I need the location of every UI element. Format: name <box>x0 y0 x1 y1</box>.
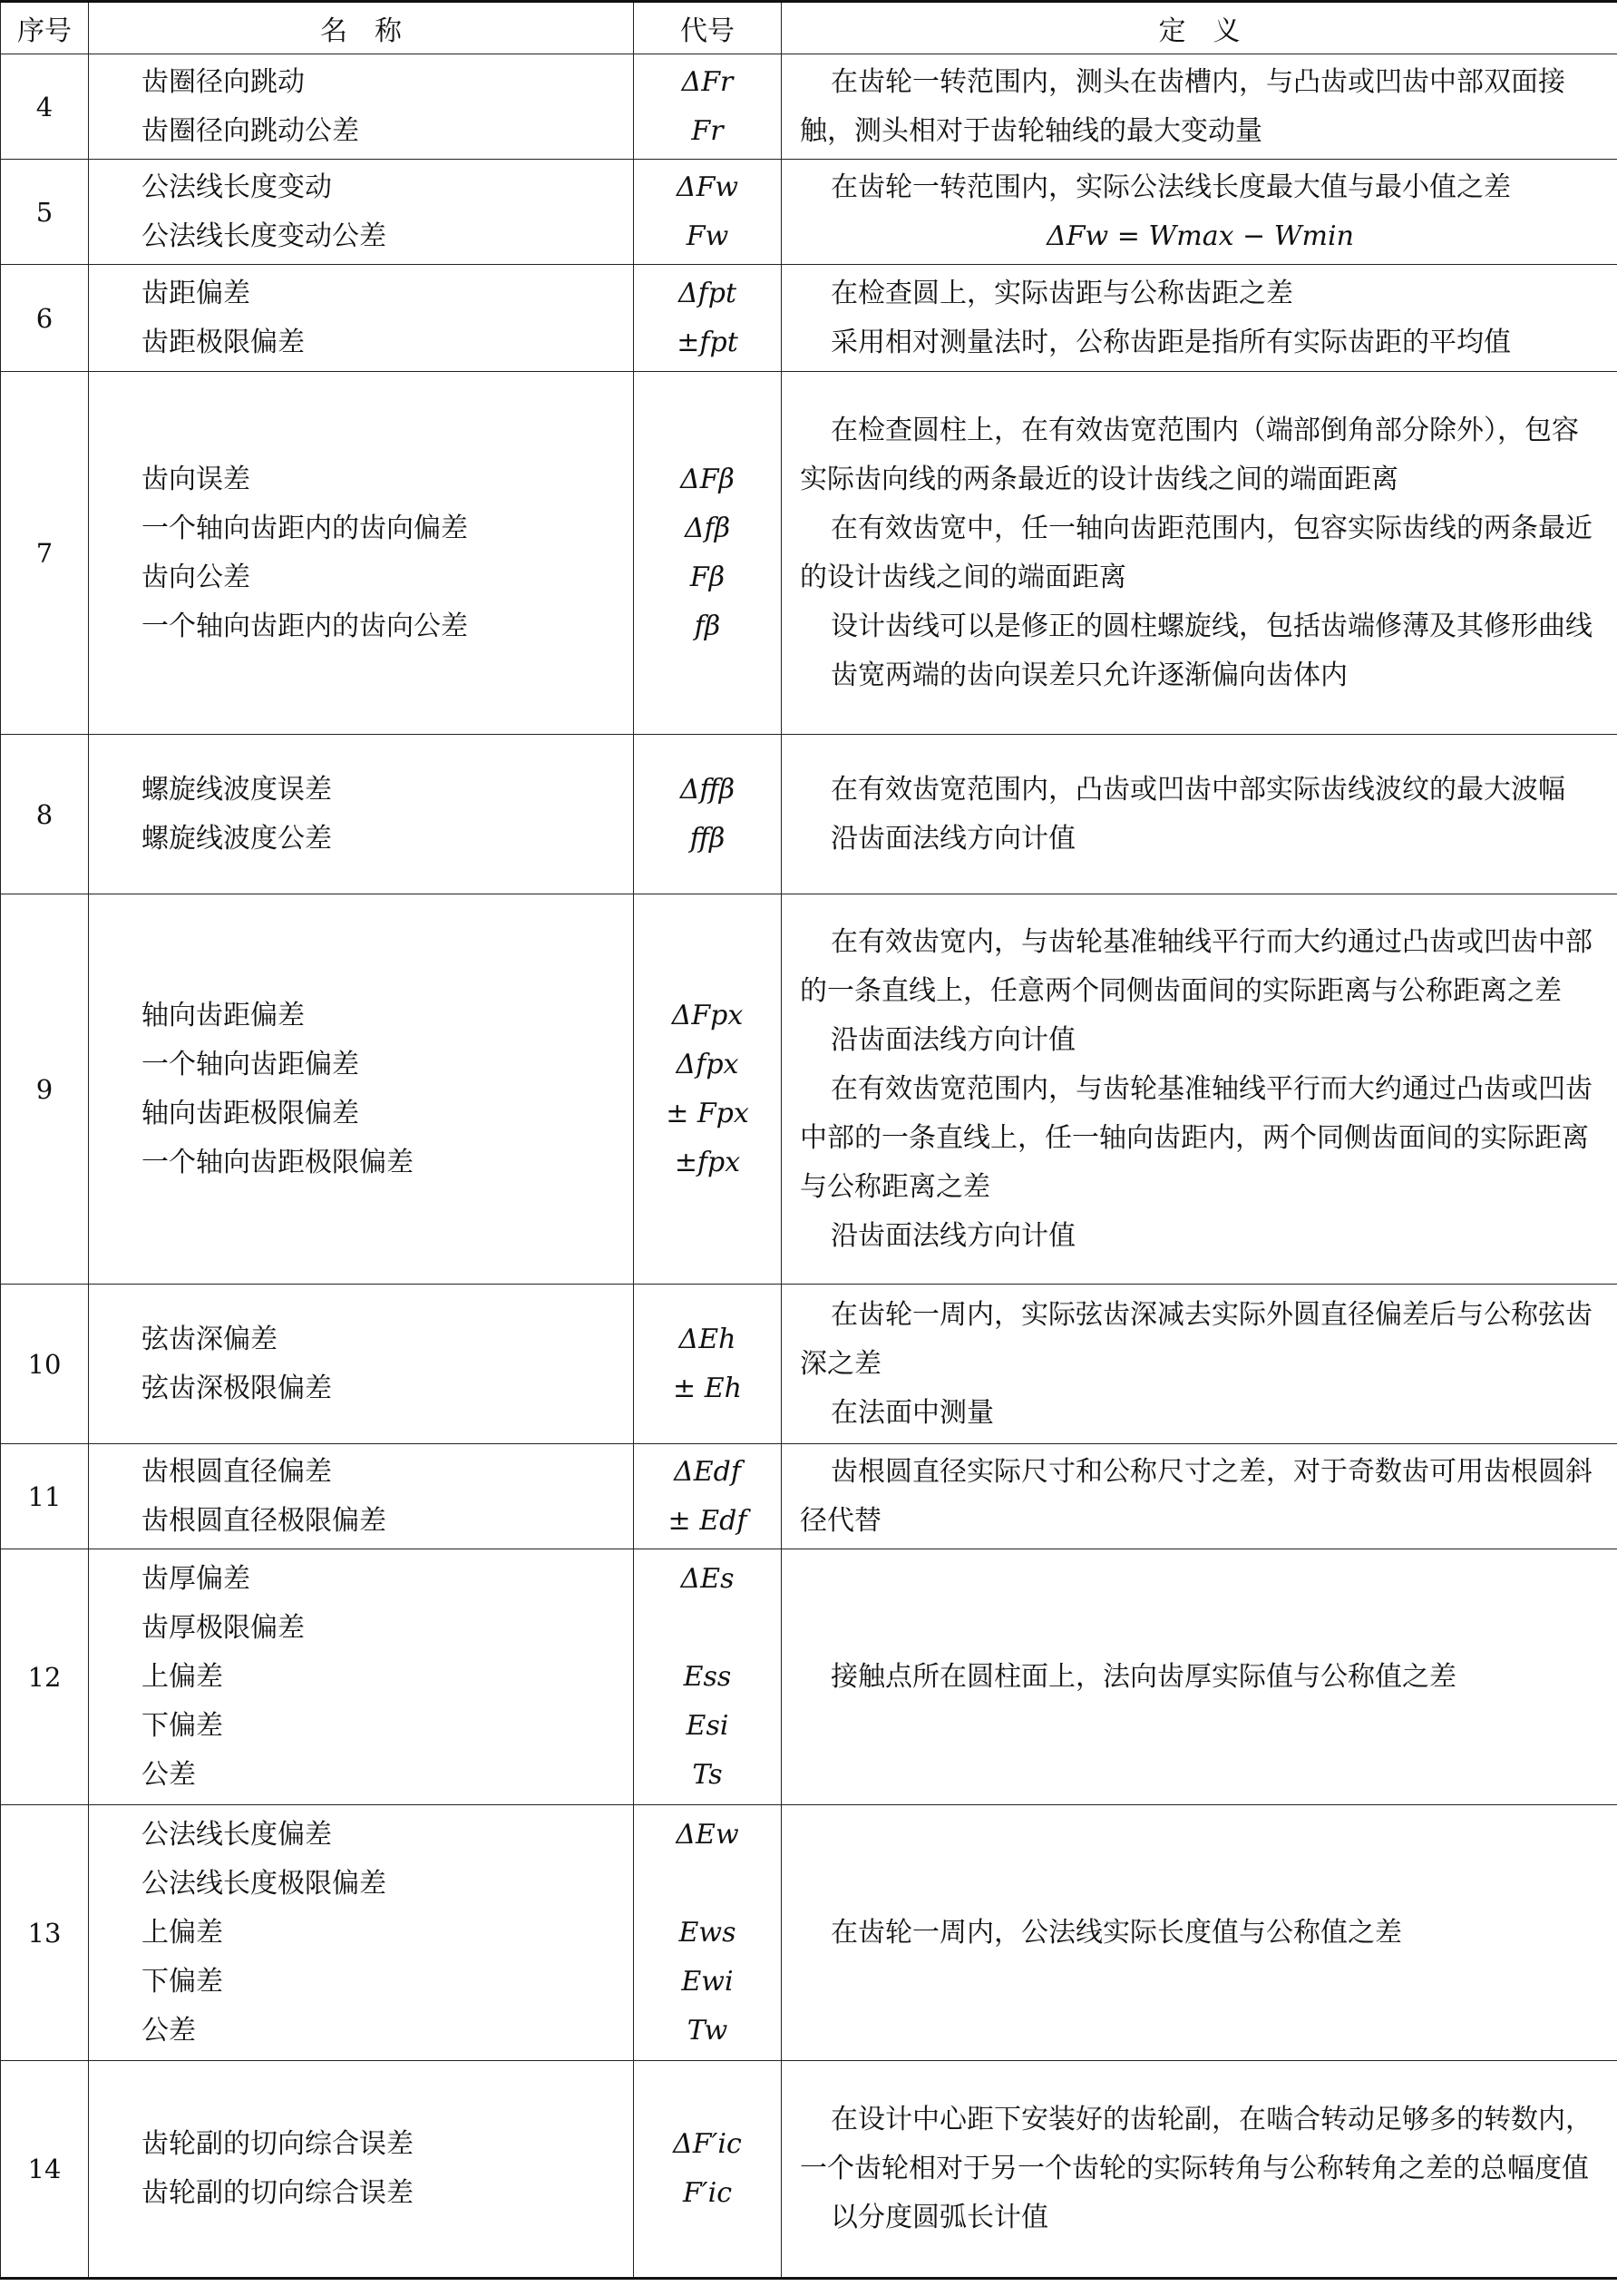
table-row <box>1 894 1617 1285</box>
definition-paragraph: 在齿轮一周内，实际弦齿深减去实际外圆直径偏差后与公称弦齿深之差 <box>800 1298 1593 1380</box>
item-name: 弦齿深极限偏差 <box>141 1372 332 1404</box>
item-name: 一个轴向齿距极限偏差 <box>141 1146 414 1178</box>
definition-paragraph: 在有效齿宽范围内，与齿轮基准轴线平行而大约通过凸齿或凹齿中部的一条直线上，任一轴向齿距内，两个同侧齿面间的实际距离与公称距离之差 <box>800 1072 1593 1203</box>
item-name: 齿轮副的切向综合误差 <box>141 2177 414 2209</box>
item-code: Fw <box>686 220 729 252</box>
item-name: 齿厚偏差 <box>141 1562 250 1595</box>
item-name: 公差 <box>141 1758 196 1791</box>
row-names <box>89 265 634 372</box>
table-row <box>1 1549 1617 1805</box>
row-number: 11 <box>1 1444 89 1549</box>
item-name: 公差 <box>141 2014 196 2047</box>
item-code: Fr <box>691 114 724 147</box>
item-code: ΔEdf <box>674 1455 741 1488</box>
row-names <box>89 2061 634 2279</box>
table-row <box>1 1285 1617 1444</box>
item-code: Δffβ <box>679 773 735 806</box>
row-names <box>89 1805 634 2061</box>
item-name: 齿圈径向跳动公差 <box>141 114 359 147</box>
item-name: 一个轴向齿距偏差 <box>141 1048 359 1080</box>
definition-paragraph: 在有效齿宽中，任一轴向齿距范围内，包容实际齿线的两条最近的设计齿线之间的端面距离 <box>800 512 1593 593</box>
definition-paragraph: 在齿轮一周内，公法线实际长度值与公称值之差 <box>831 1916 1402 1949</box>
item-code: ΔEs <box>680 1562 735 1595</box>
row-definition <box>782 265 1617 372</box>
row-codes <box>634 894 782 1285</box>
item-name: 齿距极限偏差 <box>141 326 305 358</box>
item-code: Tw <box>687 2014 728 2047</box>
row-number: 13 <box>1 1805 89 2061</box>
item-code: Esi <box>686 1709 729 1742</box>
table-row <box>1 54 1617 160</box>
table-row <box>1 160 1617 265</box>
item-name: 弦齿深偏差 <box>141 1323 278 1355</box>
row-names <box>89 1285 634 1444</box>
item-code: Ews <box>678 1916 736 1949</box>
item-code: ΔFr <box>681 65 734 98</box>
row-definition <box>782 1549 1617 1805</box>
row-names <box>89 735 634 894</box>
definition-formula: ΔFw = Wmax − Wmin <box>1047 220 1354 252</box>
item-code: Δfβ <box>684 512 731 544</box>
row-number: 14 <box>1 2061 89 2279</box>
row-codes <box>634 372 782 735</box>
row-definition <box>782 894 1617 1285</box>
row-definition <box>782 372 1617 735</box>
item-name: 齿根圆直径偏差 <box>141 1455 332 1488</box>
header-code: 代号 <box>634 2 782 54</box>
definition-paragraph: 在有效齿宽范围内，凸齿或凹齿中部实际齿线波纹的最大波幅 <box>831 773 1565 806</box>
item-name: 螺旋线波度误差 <box>141 773 332 806</box>
item-code: fβ <box>694 610 721 642</box>
item-name: 齿距偏差 <box>141 277 250 309</box>
item-code: ± Eh <box>673 1372 742 1404</box>
item-name: 轴向齿距极限偏差 <box>141 1097 359 1129</box>
item-code <box>634 1604 781 1653</box>
row-codes <box>634 54 782 160</box>
item-name: 公法线长度变动公差 <box>141 220 386 252</box>
item-name: 公法线长度偏差 <box>141 1818 332 1851</box>
table-row <box>1 2061 1617 2279</box>
row-codes <box>634 1805 782 2061</box>
item-code: Δfpt <box>677 277 737 309</box>
row-definition <box>782 1444 1617 1549</box>
row-number: 12 <box>1 1549 89 1805</box>
row-number: 9 <box>1 894 89 1285</box>
item-code: ΔF′ic <box>673 2128 742 2160</box>
item-name: 轴向齿距偏差 <box>141 999 305 1031</box>
definition-paragraph: 沿齿面法线方向计值 <box>831 822 1076 855</box>
row-codes <box>634 160 782 265</box>
item-name: 螺旋线波度公差 <box>141 822 332 855</box>
item-name: 下偏差 <box>141 1965 223 1998</box>
row-number: 5 <box>1 160 89 265</box>
item-name: 上偏差 <box>141 1660 223 1693</box>
row-definition <box>782 54 1617 160</box>
definition-paragraph: 齿根圆直径实际尺寸和公称尺寸之差，对于奇数齿可用齿根圆斜径代替 <box>800 1455 1593 1537</box>
item-name: 齿向误差 <box>141 463 250 495</box>
item-code: ±fpt <box>677 326 738 358</box>
item-code: ΔFβ <box>680 463 735 495</box>
item-name: 一个轴向齿距内的齿向偏差 <box>141 512 468 544</box>
item-code <box>634 1860 781 1909</box>
definition-paragraph: 在齿轮一转范围内，实际公法线长度最大值与最小值之差 <box>831 171 1511 203</box>
table-row <box>1 265 1617 372</box>
item-code: ffβ <box>689 822 726 855</box>
table-row <box>1 372 1617 735</box>
definition-paragraph: 在有效齿宽内，与齿轮基准轴线平行而大约通过凸齿或凹齿中部的一条直线上，任意两个同侧齿面间的实际距离与公称距离之差 <box>800 925 1593 1007</box>
row-names <box>89 54 634 160</box>
item-name: 齿厚极限偏差 <box>141 1611 305 1644</box>
row-number: 4 <box>1 54 89 160</box>
item-code: ΔFw <box>676 171 739 203</box>
item-name: 下偏差 <box>141 1709 223 1742</box>
row-number: 7 <box>1 372 89 735</box>
item-code: Ess <box>683 1660 732 1693</box>
row-codes <box>634 735 782 894</box>
row-names <box>89 1444 634 1549</box>
row-codes <box>634 2061 782 2279</box>
item-code: ΔFpx <box>671 999 744 1031</box>
item-code: Ewi <box>681 1965 734 1998</box>
item-code: ± Edf <box>667 1504 747 1537</box>
item-name: 齿圈径向跳动 <box>141 65 305 98</box>
row-names <box>89 1549 634 1805</box>
item-name: 齿向公差 <box>141 561 250 593</box>
table-row <box>1 1805 1617 2061</box>
row-codes <box>634 1285 782 1444</box>
definition-paragraph: 采用相对测量法时，公称齿距是指所有实际齿距的平均值 <box>831 326 1511 358</box>
row-definition <box>782 2061 1617 2279</box>
item-name: 齿根圆直径极限偏差 <box>141 1504 386 1537</box>
row-number: 10 <box>1 1285 89 1444</box>
definition-paragraph: 在检查圆柱上，在有效齿宽范围内（端部倒角部分除外），包容实际齿向线的两条最近的设计齿线之间的端面距离 <box>800 414 1579 495</box>
item-code: F′ic <box>682 2177 733 2209</box>
item-code: Δfpx <box>676 1048 739 1080</box>
item-name: 公法线长度变动 <box>141 171 332 203</box>
definition-paragraph: 接触点所在圆柱面上，法向齿厚实际值与公称值之差 <box>831 1660 1456 1693</box>
definition-paragraph: 在检查圆上，实际齿距与公称齿距之差 <box>831 277 1293 309</box>
row-definition <box>782 160 1617 265</box>
item-code: ΔEh <box>678 1323 736 1355</box>
item-name: 齿轮副的切向综合误差 <box>141 2128 414 2160</box>
row-number: 8 <box>1 735 89 894</box>
row-codes <box>634 1444 782 1549</box>
item-code: ΔEw <box>676 1818 739 1851</box>
row-number: 6 <box>1 265 89 372</box>
row-codes <box>634 1549 782 1805</box>
header-no: 序号 <box>1 2 89 54</box>
item-code: Ts <box>692 1758 723 1791</box>
row-names <box>89 160 634 265</box>
definition-paragraph: 在齿轮一转范围内，测头在齿槽内，与凸齿或凹齿中部双面接触，测头相对于齿轮轴线的最大变动量 <box>800 65 1565 147</box>
row-names <box>89 894 634 1285</box>
item-name: 公法线长度极限偏差 <box>141 1867 386 1900</box>
table-row <box>1 1444 1617 1549</box>
row-definition <box>782 1285 1617 1444</box>
definition-paragraph: 齿宽两端的齿向误差只允许逐渐偏向齿体内 <box>831 659 1348 691</box>
header-row <box>1 2 1617 54</box>
definition-paragraph: 在设计中心距下安装好的齿轮副，在啮合转动足够多的转数内，一个齿轮相对于另一个齿轮的实际转角与公称转角之差的总幅度值 <box>800 2104 1593 2184</box>
definition-paragraph: 沿齿面法线方向计值 <box>831 1023 1076 1056</box>
table-body <box>1 54 1617 2279</box>
row-codes <box>634 265 782 372</box>
definition-paragraph: 沿齿面法线方向计值 <box>831 1219 1076 1252</box>
item-name: 上偏差 <box>141 1916 223 1949</box>
definition-paragraph: 在法面中测量 <box>831 1396 994 1429</box>
header-name: 名 称 <box>89 2 634 54</box>
item-code: Fβ <box>689 561 726 593</box>
row-names <box>89 372 634 735</box>
definition-paragraph: 以分度圆弧长计值 <box>831 2202 1048 2233</box>
item-code: ±fpx <box>674 1146 741 1178</box>
item-name: 一个轴向齿距内的齿向公差 <box>141 610 468 642</box>
item-code: ± Fpx <box>666 1097 749 1129</box>
row-definition <box>782 735 1617 894</box>
definition-paragraph: 设计齿线可以是修正的圆柱螺旋线，包括齿端修薄及其修形曲线 <box>831 610 1593 642</box>
table-row <box>1 735 1617 894</box>
row-definition <box>782 1805 1617 2061</box>
header-definition: 定 义 <box>782 2 1617 54</box>
